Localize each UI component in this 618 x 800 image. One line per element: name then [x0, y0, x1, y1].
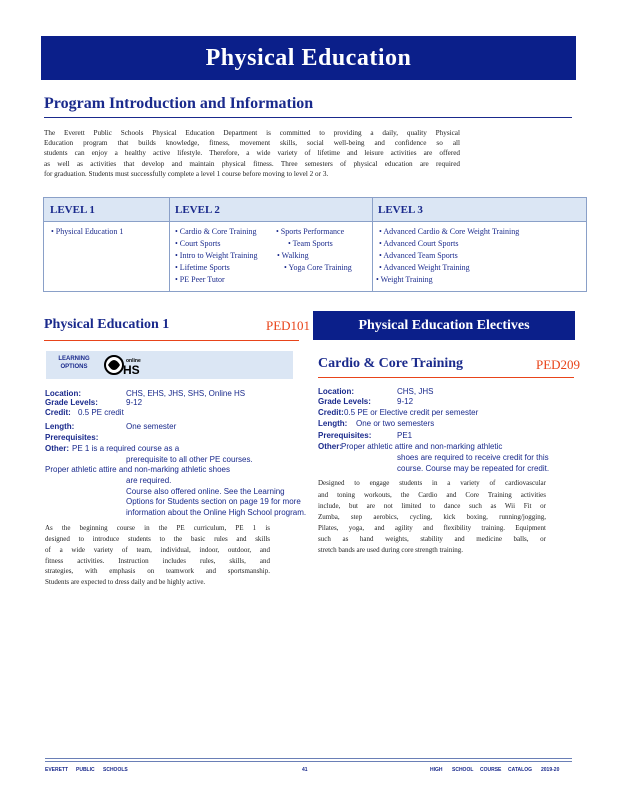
footer-catalog-word: HIGH: [430, 767, 443, 773]
cardio-course-code: PED209: [536, 357, 581, 372]
intro-divider: [44, 117, 572, 118]
cardio-description-line: include, but are not limited to dance such as Wii Fit or: [318, 502, 546, 510]
cardio-description-line: Designed to engage students in a variety of cardiovascular: [318, 479, 546, 487]
pe1-description-line: of a wide variety of team, individual, indoor, outdoor, and: [45, 546, 270, 554]
level-3-course: • Weight Training: [376, 275, 433, 284]
other-text: shoes are required to receive credit for this: [397, 453, 549, 462]
pe1-course-code: PED101: [266, 318, 311, 333]
pe1-divider: [44, 340, 299, 341]
intro-line: Education program that builds knowledge, fitness, movement skills, social well-being and confidence so all: [44, 139, 460, 147]
footer-catalog-word: 2019-20: [541, 767, 560, 773]
prerequisites-value: PE1: [397, 431, 413, 440]
cardio-description-line: stretch bands are used during core strength training.: [318, 546, 464, 554]
learning-options-label: LEARNING OPTIONS: [58, 356, 90, 370]
prerequisites-label: Prerequisites:: [45, 433, 99, 442]
length-value: One semester: [126, 422, 177, 431]
pe1-description-line: fitness activities. Instruction includes rules, skills, and: [45, 557, 270, 565]
level-1-header: LEVEL 1: [44, 198, 169, 222]
level-2-course: • Sports Performance: [276, 227, 345, 236]
intro-line: for graduation. Students must successfully complete a level 1 course before moving to level 2 or 3.: [44, 170, 329, 178]
level-3-course: • Advanced Court Sports: [379, 239, 459, 248]
cardio-description-line: such as hand weights, stability and medicine balls, or: [318, 535, 546, 543]
location-value: CHS, EHS, JHS, SHS, Online HS: [126, 389, 246, 398]
level-3-course: • Advanced Team Sports: [379, 251, 458, 260]
intro-heading: Program Introduction and Information: [44, 95, 314, 112]
credit-value: 0.5 PE credit: [78, 408, 124, 417]
other-text: Proper athletic attire and non-marking athletic shoes: [45, 465, 230, 474]
electives-heading: Physical Education Electives: [358, 317, 530, 333]
footer-catalog-word: SCHOOL: [452, 767, 474, 773]
level-2-course: • Court Sports: [175, 239, 221, 248]
intro-line: as well as activities that develop and maintain physical fitness. Three semesters of physical education are required: [44, 160, 460, 168]
level-2-course: • Walking: [277, 251, 309, 260]
page-number: 41: [302, 767, 308, 773]
credit-label: Credit:: [45, 408, 71, 417]
level-2-course: • Team Sports: [288, 239, 333, 248]
other-label: Other:: [45, 444, 69, 453]
intro-line: The Everett Public Schools Physical Education Department is committed to providing a daily, quality Physical: [44, 129, 460, 137]
level-1-course: • Physical Education 1: [51, 227, 124, 236]
levels-table: [43, 197, 587, 292]
grade-value: 9-12: [397, 397, 414, 406]
column-divider: [372, 198, 373, 291]
footer-district-word: EVERETT: [45, 767, 69, 773]
credit-value: 0.5 PE or Elective credit per semester: [344, 408, 479, 417]
location-label: Location:: [318, 387, 354, 396]
cardio-description-line: Pilates, yoga, and agility and flexibility training. Equipment: [318, 524, 546, 532]
pe1-course-title: Physical Education 1: [44, 317, 170, 332]
cardio-description-line: Zumba, step aerobics, cycling, kick boxing, running/jogging,: [318, 513, 546, 521]
length-label: Length:: [45, 422, 75, 431]
pe1-description-line: As the beginning course in the PE curriculum, PE 1 is: [45, 524, 270, 532]
level-3-header: LEVEL 3: [372, 198, 586, 222]
level-2-course: • Lifetime Sports: [175, 263, 230, 272]
location-value: CHS, JHS: [397, 387, 434, 396]
pe1-description-line: Students are expected to dress daily and be highly active.: [45, 578, 206, 586]
cardio-description-line: and toning workouts, the Cardio and Core Training activities: [318, 491, 546, 499]
other-text: Course also offered online. See the Learning: [126, 487, 285, 496]
level-2-course: • Intro to Weight Training: [175, 251, 258, 260]
length-value: One or two semesters: [356, 419, 435, 428]
footer-divider: [45, 758, 572, 759]
badge-top-text: online: [126, 358, 141, 364]
page-title: Physical Education: [205, 44, 412, 71]
level-2-header: LEVEL 2: [169, 198, 372, 222]
location-label: Location:: [45, 389, 81, 398]
other-text: Options for Students section on page 19 for more: [126, 497, 301, 506]
column-divider: [169, 198, 170, 291]
other-text: prerequisite to all other PE courses.: [126, 455, 253, 464]
footer-divider: [45, 761, 572, 762]
footer-district-word: SCHOOLS: [103, 767, 128, 773]
credit-label: Credit:: [318, 408, 344, 417]
level-3-course: • Advanced Weight Training: [379, 263, 470, 272]
badge-text: HS: [123, 363, 140, 377]
grade-value: 9-12: [126, 398, 143, 407]
cardio-course-title: Cardio & Core Training: [318, 356, 464, 371]
other-label: Other:: [318, 442, 342, 451]
footer-district-word: PUBLIC: [76, 767, 95, 773]
cardio-divider: [318, 377, 574, 378]
page-title-banner: [41, 36, 576, 80]
level-2-course: • PE Peer Tutor: [175, 275, 225, 284]
other-text: course. Course may be repeated for credit.: [397, 464, 550, 473]
pe1-description-line: strategies, with emphasis on teamwork and sportsmanship.: [45, 567, 270, 575]
level-2-course: • Cardio & Core Training: [175, 227, 257, 236]
length-label: Length:: [318, 419, 348, 428]
grade-label: Grade Levels:: [45, 398, 98, 407]
online-hs-logo: [104, 353, 144, 377]
intro-line: students can enjoy a healthy active lifestyle. Therefore, a wide variety of lifetime and leisure activities are offered: [44, 149, 460, 157]
footer-catalog-word: COURSE: [480, 767, 502, 773]
other-text: information about the Online High School program.: [126, 508, 307, 517]
other-text: PE 1 is a required course as a: [72, 444, 180, 453]
grade-label: Grade Levels:: [318, 397, 371, 406]
footer-catalog-word: CATALOG: [508, 767, 532, 773]
other-text: are required.: [126, 476, 172, 485]
level-3-course: • Advanced Cardio & Core Weight Training: [379, 227, 520, 236]
prerequisites-label: Prerequisites:: [318, 431, 372, 440]
pe1-description-line: designed to introduce students to the basic rules and skills: [45, 535, 270, 543]
other-text: Proper athletic attire and non-marking athletic: [341, 442, 503, 451]
level-2-course: • Yoga Core Training: [284, 263, 352, 272]
electives-banner: [313, 311, 575, 340]
